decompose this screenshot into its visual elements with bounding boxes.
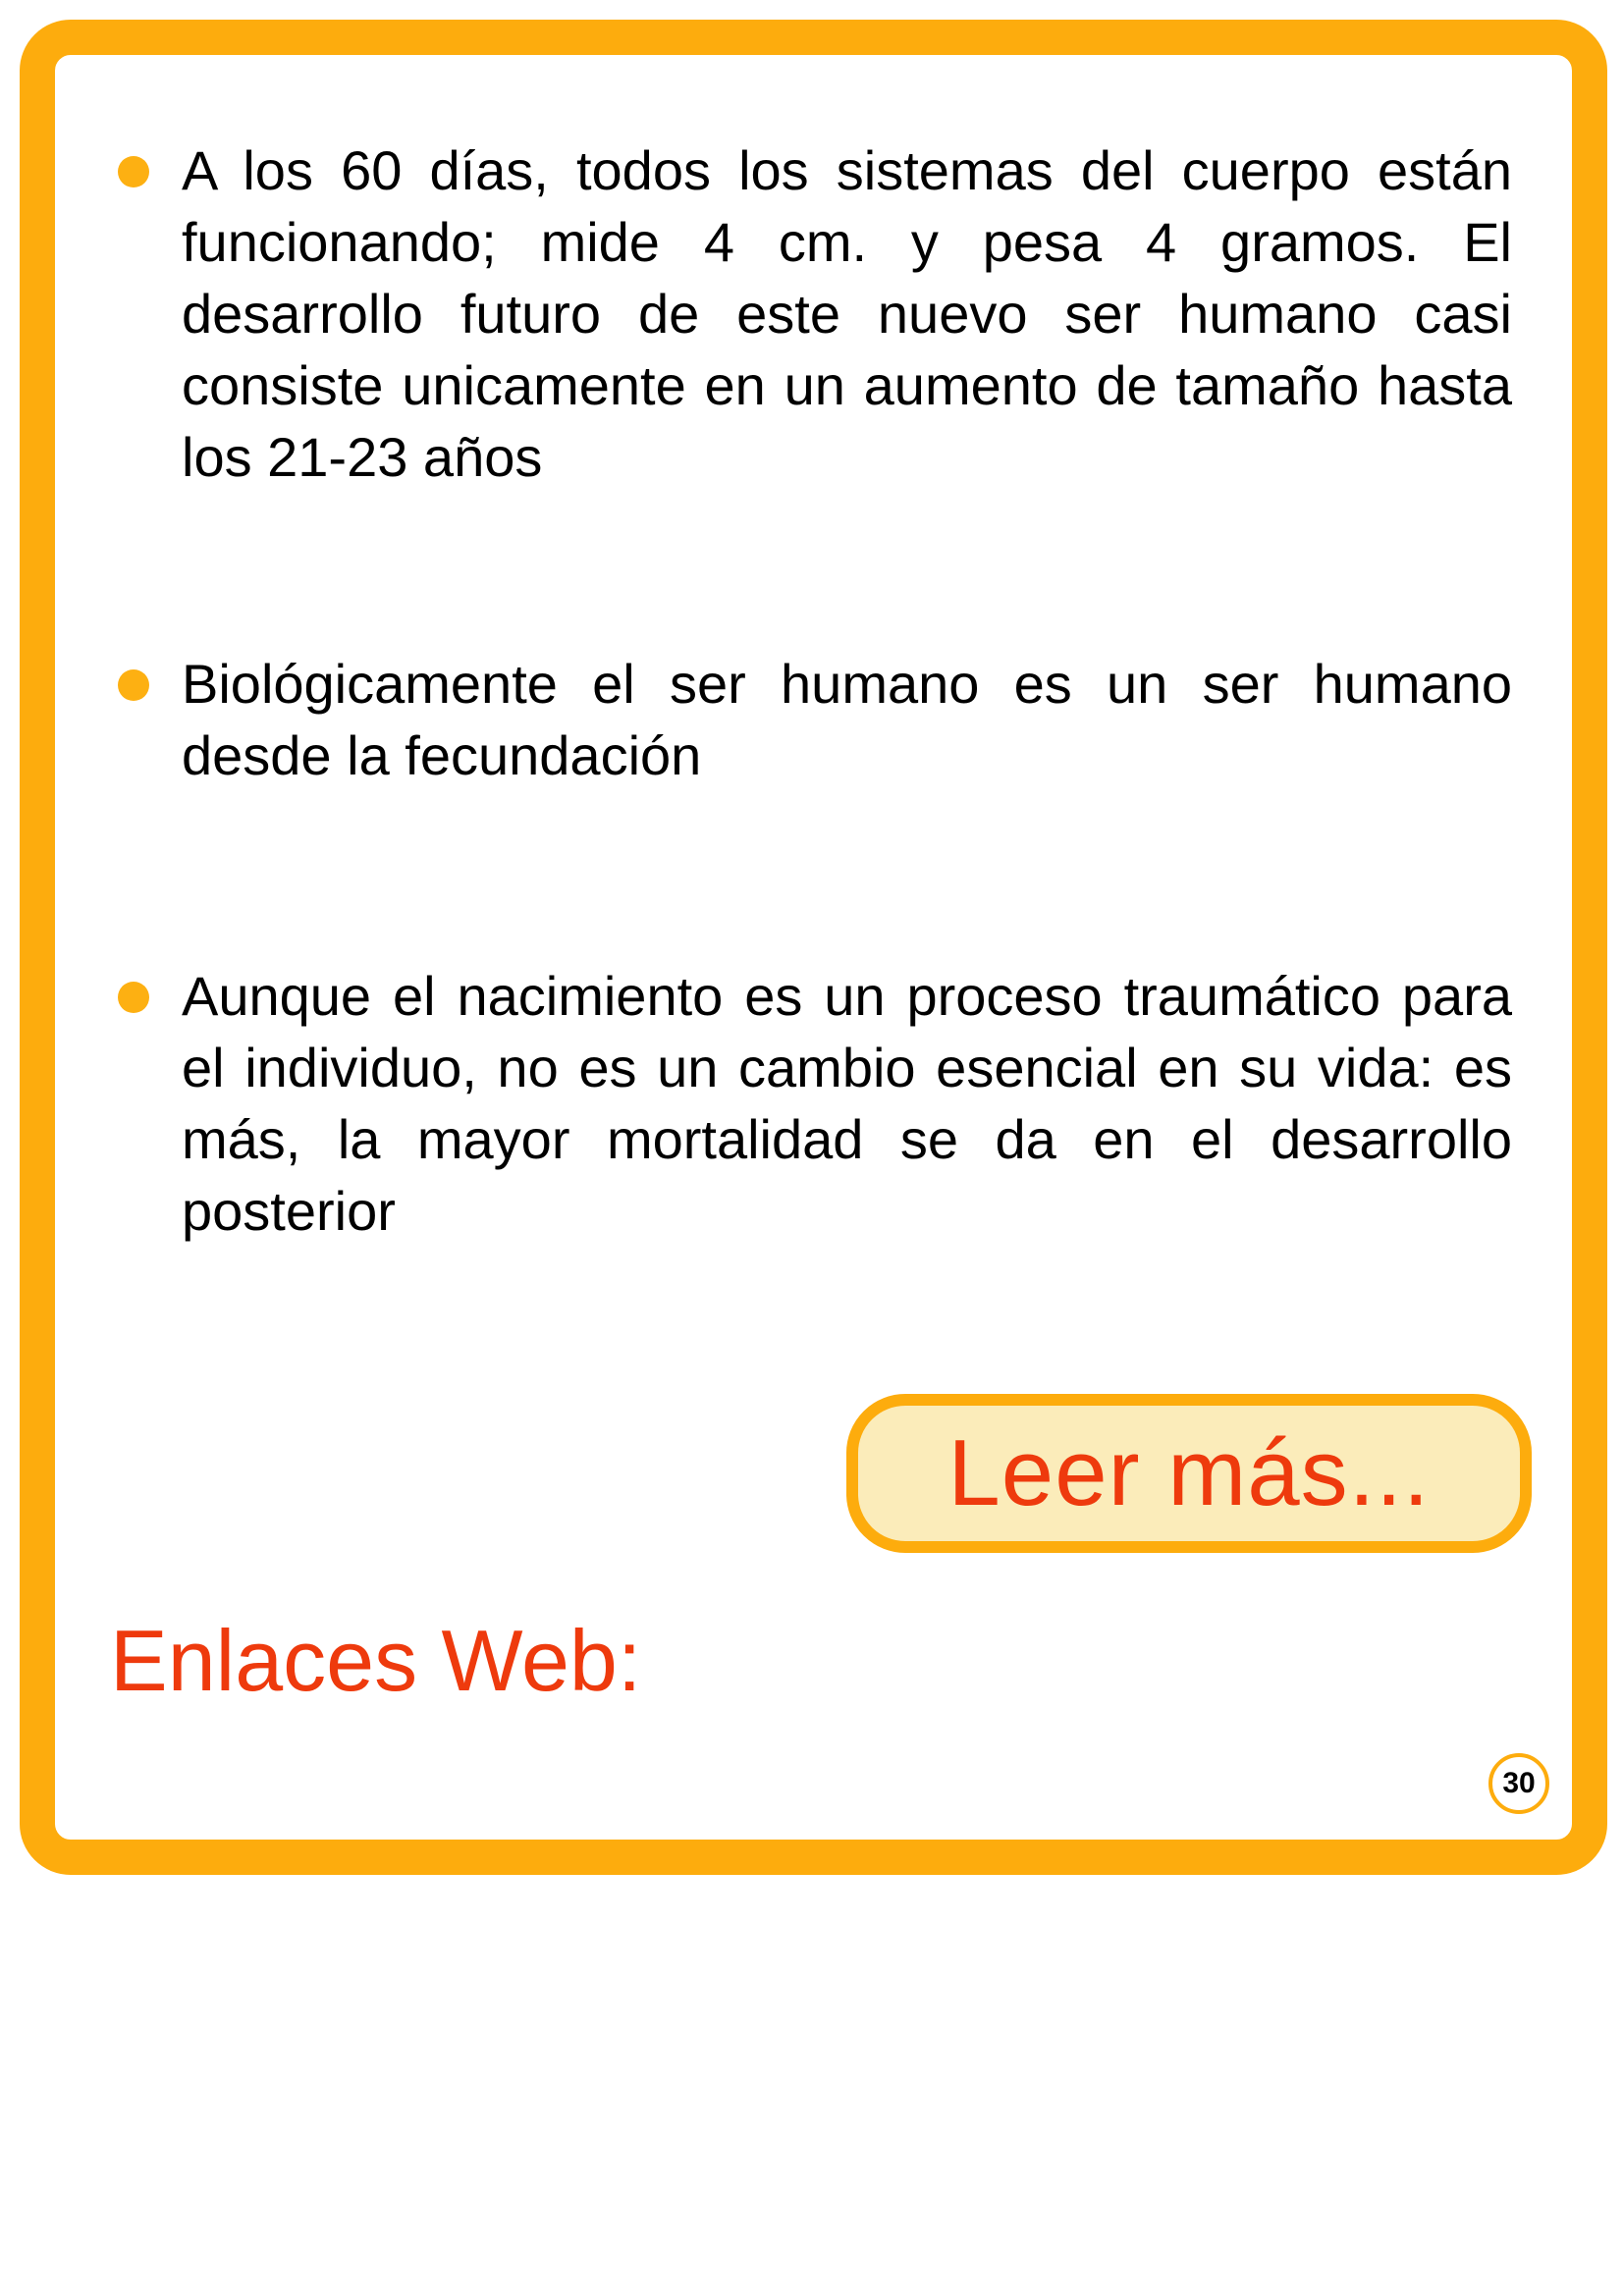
web-links-heading: Enlaces Web: (110, 1612, 642, 1709)
page-number-badge: 30 (1488, 1753, 1549, 1814)
read-more-button[interactable] (846, 1394, 1532, 1553)
bullet-text: Aunque el nacimiento es un proceso traumático para el individuo, no es un cambio esencial en su vida: es más, la mayor mortalidad se da en el desarrollo posterior (182, 965, 1512, 1242)
bullet-dot-icon (118, 982, 149, 1013)
bullet-dot-icon (118, 156, 149, 187)
bullet-text: A los 60 días, todos los sistemas del cuerpo están funcionando; mide 4 cm. y pesa 4 gramos. El desarrollo futuro de este nuevo ser humano casi consiste unicamente en un aumento de tamaño hasta los 21-23 años (182, 139, 1512, 488)
bullet-item (118, 134, 1512, 493)
bullet-item (118, 648, 1512, 791)
bullet-dot-icon (118, 669, 149, 701)
bullet-item (118, 960, 1512, 1247)
bullet-text: Biológicamente el ser humano es un ser humano desde la fecundación (182, 653, 1512, 786)
read-more-label: Leer más... (947, 1420, 1431, 1525)
